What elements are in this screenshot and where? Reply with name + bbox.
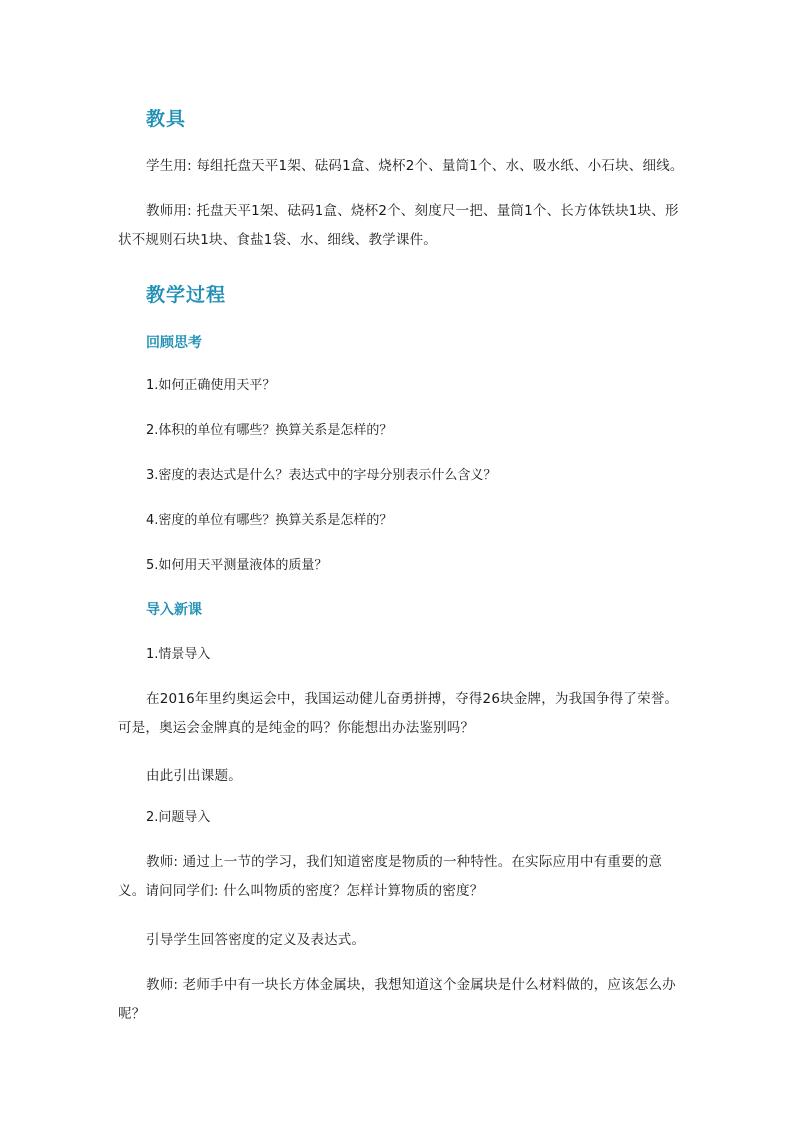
intro-heading: 导入新课 bbox=[146, 602, 202, 618]
heading-teaching-process: 教学过程 bbox=[146, 284, 227, 306]
review-question-1: 1.如何正确使用天平？ bbox=[146, 378, 276, 393]
review-question-3: 3.密度的表达式是什么？表达式中的字母分别表示什么含义？ bbox=[146, 468, 497, 483]
intro-subheading-1: 1.情景导入 bbox=[146, 647, 211, 662]
intro-paragraph-3: 教师: 通过上一节的学习，我们知道密度是物质的一种特性。在实际应用中有重要的意义。请问同学们: 什么叫物质的密度？怎样计算物质的密度？ bbox=[118, 854, 663, 899]
review-question-2: 2.体积的单位有哪些？换算关系是怎样的？ bbox=[146, 423, 393, 438]
intro-subheading-2: 2.问题导入 bbox=[146, 810, 211, 825]
intro-paragraph-4: 引导学生回答密度的定义及表达式。 bbox=[146, 932, 366, 948]
review-question-5: 5.如何用天平测量液体的质量？ bbox=[146, 558, 328, 573]
review-heading: 回顾思考 bbox=[146, 335, 202, 351]
heading-teaching-tools: 教具 bbox=[146, 108, 187, 130]
review-question-4: 4.密度的单位有哪些？换算关系是怎样的？ bbox=[146, 513, 393, 528]
intro-paragraph-2: 由此引出课题。 bbox=[146, 768, 242, 784]
intro-paragraph-1: 在2016年里约奥运会中，我国运动健儿奋勇拼搏，夺得26块金牌，为我国争得了荣誉。可是，奥运会金牌真的是纯金的吗？你能想出办法鉴别吗？ bbox=[118, 691, 679, 736]
intro-paragraph-5: 教师: 老师手中有一块长方体金属块，我想知道这个金属块是什么材料做的，应该怎么办呢？ bbox=[118, 977, 676, 1022]
teacher-tools-paragraph: 教师用: 托盘天平1架、砝码1盒、烧杯2个、刻度尺一把、量筒1个、长方体铁块1块、形状不规则石块1块、食盐1袋、水、细线、教学课件。 bbox=[118, 203, 679, 248]
student-tools-paragraph: 学生用: 每组托盘天平1架、砝码1盒、烧杯2个、量筒1个、水、吸水纸、小石块、细线。 bbox=[146, 158, 684, 174]
